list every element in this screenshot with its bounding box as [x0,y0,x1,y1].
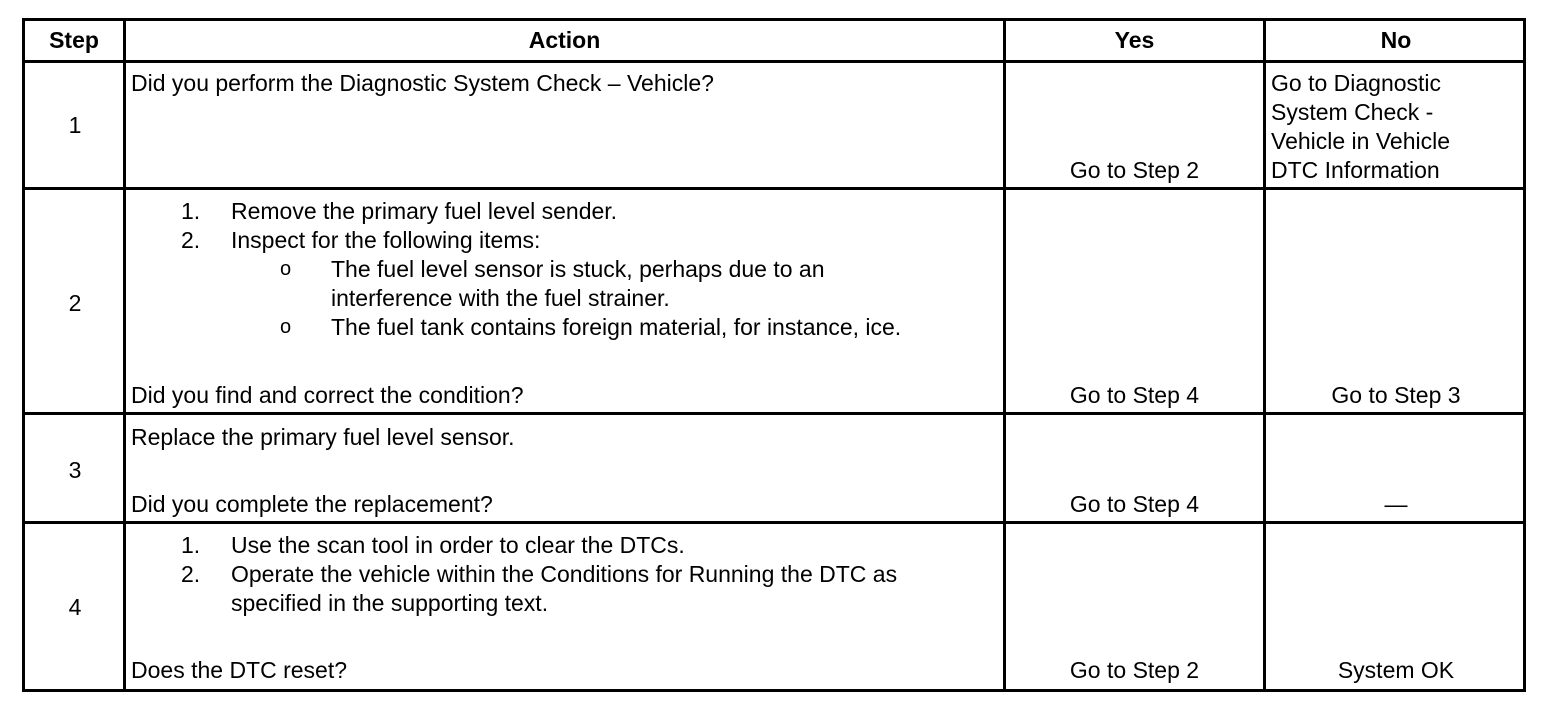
list-item: Inspect for the following items: [231,227,541,253]
no-link-line[interactable]: System Check - [1271,99,1434,125]
list-number: 2. [181,561,201,587]
bullet-icon: o [280,258,292,280]
no-link-line[interactable]: DTC Information [1271,157,1440,183]
action-question: Did you complete the replacement? [131,491,493,517]
step-number: 2 [68,290,82,316]
list-item: Use the scan tool in order to clear the DTCs. [231,532,685,558]
no-link-line[interactable]: Go to Diagnostic [1271,70,1442,96]
no-dash: — [1384,491,1408,517]
list-item: Remove the primary fuel level sender. [231,198,618,224]
yes-link[interactable]: Go to Step 2 [1069,657,1200,683]
yes-link[interactable]: Go to Step 4 [1069,491,1200,517]
header-yes: Yes [1114,27,1155,53]
row-divider [25,187,1523,190]
header-step: Step [49,27,99,53]
list-number: 1. [181,532,201,558]
row-divider [25,521,1523,524]
list-item: Operate the vehicle within the Conditions for Running the DTC as [231,561,898,587]
bullet-icon: o [280,316,292,338]
diagnostic-table [22,18,1526,692]
column-divider [1263,21,1266,689]
sub-list-item: interference with the fuel strainer. [331,285,670,311]
step-number: 3 [68,457,82,483]
header-action: Action [528,27,601,53]
no-link-line[interactable]: Vehicle in Vehicle [1271,128,1451,154]
column-divider [1003,21,1006,689]
action-question: Did you find and correct the condition? [131,382,524,408]
yes-link[interactable]: Go to Step 2 [1069,157,1200,183]
no-link: System OK [1337,657,1455,683]
action-cell [126,529,1003,689]
action-question: Does the DTC reset? [131,657,348,683]
action-cell [126,195,1003,410]
step-number: 1 [68,112,82,138]
action-instruction: Replace the primary fuel level sensor. [131,424,515,450]
list-number: 2. [181,227,201,253]
sub-list-item: The fuel level sensor is stuck, perhaps due to an [331,256,825,282]
no-link[interactable]: Go to Step 3 [1331,382,1461,408]
sub-list-item: The fuel tank contains foreign material, for instance, ice. [331,314,902,340]
yes-link[interactable]: Go to Step 4 [1069,382,1200,408]
step-number: 4 [68,594,82,620]
row-divider [25,60,1523,63]
list-item: specified in the supporting text. [231,590,549,616]
header-no: No [1380,27,1412,53]
action-question: Did you perform the Diagnostic System Check – Vehicle? [131,70,714,96]
row-divider [25,412,1523,415]
list-number: 1. [181,198,201,224]
